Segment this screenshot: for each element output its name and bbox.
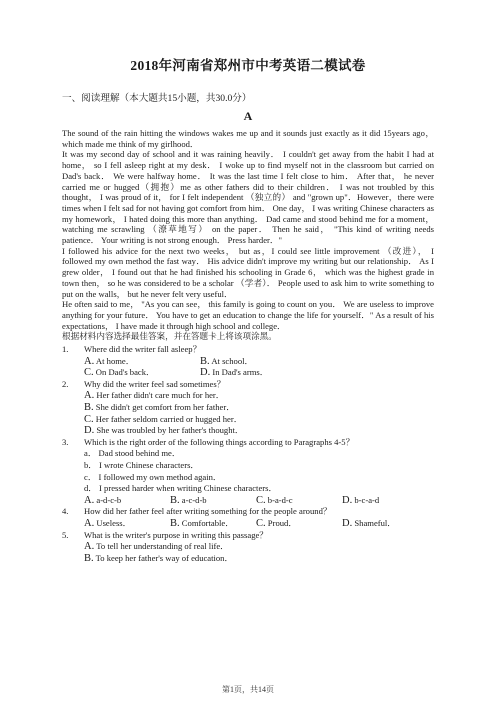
instruction: 根据材料内容选择最佳答案，并在答题卡上将该项涂黑。 bbox=[62, 331, 277, 342]
question-number: 4. bbox=[62, 506, 69, 517]
option-d[interactable]: D. b-c-a-d bbox=[342, 494, 380, 506]
reading-passage bbox=[62, 128, 434, 564]
option-c[interactable]: C. Proud． bbox=[256, 517, 297, 529]
question-stem: Why did the writer feel sad sometimes？ bbox=[84, 378, 226, 389]
question bbox=[62, 344, 434, 356]
option-a[interactable]: A. Useless． bbox=[84, 517, 132, 529]
option-d[interactable]: D. Shameful． bbox=[342, 517, 396, 529]
option-row bbox=[62, 518, 434, 530]
page-footer: 第1页，共14页 bbox=[222, 685, 274, 694]
sequence-item: c． I followed my own method again． bbox=[84, 471, 222, 482]
paragraph: It was my second day of school and it was raining heavily． I couldn't get away from the habit I had at home， so I fell asleep right at my desk． I woke up to find myself not in the classroom but carried on Dad's back． We were halfway home． It was the last time I felt close to him． After that， he never carried me or hugged（拥抱）me as other fathers did to their children． I was not troubled by this thought， I was proud of it， for I felt independent （独立的） and "grown up"．However，there were times when I felt sad for not having got comfort from him． One day， I was writing Chinese characters as my homework， I hated doing this more than anything． Dad came and stood behind me for a moment， watching me scrawling （潦草地写） on the paper． Then he said， "This kind of writing needs patience． Your writing is not strong enough． Press harder．" bbox=[62, 149, 434, 246]
sequence-item: b． I wrote Chinese characters． bbox=[84, 460, 200, 470]
option-a[interactable]: A. Her father didn't care much for her． bbox=[84, 390, 225, 402]
option-c[interactable]: C. Her father seldom carried or hugged her． bbox=[84, 413, 243, 425]
paragraph: He often said to me， "As you can see， this family is going to count on you． We are useless to improve anything for your future． You have to get an education to change the life for yourself．" As a result of his expectations， I have made it through high school and college． bbox=[62, 299, 434, 331]
question bbox=[62, 437, 434, 449]
option-row bbox=[62, 356, 434, 368]
option-b[interactable]: B. At school． bbox=[200, 355, 254, 367]
option-b[interactable]: B. a-c-d-b bbox=[170, 494, 207, 506]
option-a[interactable]: A. a-d-c-b bbox=[84, 494, 122, 506]
option-b[interactable]: B. To keep her father's way of education． bbox=[84, 552, 234, 564]
sequence-item: a． Dad stood behind me． bbox=[84, 448, 181, 459]
option-a[interactable]: A. To tell her understanding of real life． bbox=[84, 541, 229, 553]
question-number: 5. bbox=[62, 529, 69, 540]
question-stem: What is the writer's purpose in writing this passage？ bbox=[84, 529, 268, 540]
question-stem: How did her father feel after writing something for the people around？ bbox=[84, 506, 332, 517]
question-number: 1. bbox=[62, 344, 69, 355]
option-a[interactable]: A. At home． bbox=[84, 355, 135, 367]
question-stem: Where did the writer fall asleep？ bbox=[84, 344, 202, 355]
exam-title: 2018年河南省郑州市中考英语二模试卷 bbox=[130, 58, 366, 73]
option-row bbox=[62, 495, 434, 507]
question bbox=[62, 506, 434, 518]
paragraph: The sound of the rain hitting the windows wakes me up and it sounds just exactly as it did 15years ago， which made me think of my girlhood． bbox=[62, 128, 434, 149]
option-b[interactable]: B. Comfortable． bbox=[170, 517, 234, 529]
question-number: 2. bbox=[62, 378, 69, 389]
passage-letter: A bbox=[243, 109, 253, 123]
question bbox=[62, 530, 434, 542]
question-stem: Which is the right order of the following things according to Paragraphs 4-5？ bbox=[84, 436, 355, 447]
section-header: 一、阅读理解（本大题共15小题，共30.0分） bbox=[62, 93, 252, 104]
sequence-item: d． I pressed harder when writing Chinese characters． bbox=[84, 483, 278, 494]
question bbox=[62, 379, 434, 391]
option-row bbox=[62, 367, 434, 379]
option-d[interactable]: D. She was troubled by her father's thought． bbox=[84, 425, 244, 437]
option-d[interactable]: D. In Dad's arms． bbox=[200, 367, 269, 379]
option-c[interactable]: C. On Dad's back． bbox=[84, 367, 155, 379]
option-b[interactable]: B. She didn't get comfort from her father． bbox=[84, 402, 235, 414]
question-list bbox=[62, 344, 434, 564]
paragraph: I followed his advice for the next two weeks， but as，I could see little improvement （改进）， I followed my own method the fast way． His advice didn't improve my writing but our relationship． As I grew older， I found out that he had finished his schooling in Grade 6， which was the highest grade in town then， so he was considered to be a scholar （学者）． People used to ask him to write something to put on the walls， but he never felt very useful． bbox=[62, 245, 434, 299]
option-c[interactable]: C. b-a-d-c bbox=[256, 494, 293, 506]
question-number: 3. bbox=[62, 436, 69, 447]
